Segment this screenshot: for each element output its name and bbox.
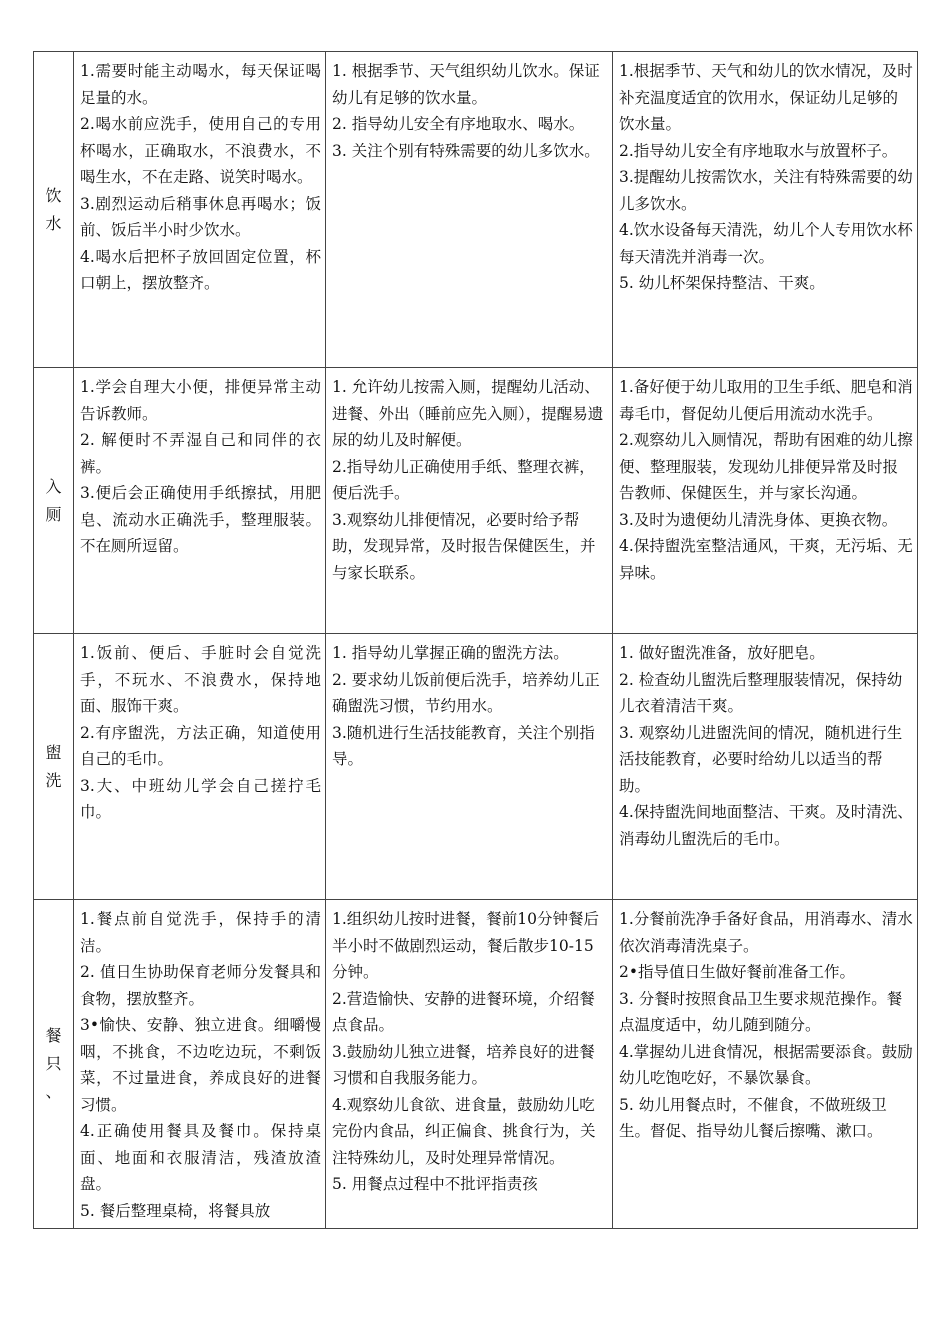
- category-char: 盥: [45, 742, 62, 762]
- list-item: 3. 观察幼儿进盥洗间的情况，随机进行生活技能教育，必要时给幼儿以适当的帮助。: [619, 723, 903, 795]
- category-char: 水: [45, 213, 62, 233]
- list-item: 1.饭前、便后、手脏时会自觉洗手，不玩水、不浪费水，保持地面、服饰干爽。: [80, 644, 321, 715]
- caregiver-duties-cell: [613, 368, 918, 634]
- list-item: 1.需要时能主动喝水，每天保证喝足量的水。: [80, 62, 321, 107]
- list-item: 2. 要求幼儿饭前便后洗手，培养幼儿正确盥洗习惯，节约用水。: [332, 670, 600, 715]
- list-item: 2•指导值日生做好餐前准备工作。: [619, 963, 856, 981]
- list-item: 1.根据季节、天气和幼儿的饮水情况，及时补充温度适宜的饮用水，保证幼儿足够的饮水量。: [619, 62, 913, 133]
- list-item: 5. 餐后整理桌椅，将餐具放: [80, 1201, 271, 1220]
- list-item: 3.鼓励幼儿独立进餐，培养良好的进餐习惯和自我服务能力。: [332, 1042, 595, 1087]
- list-item: 1. 指导幼儿掌握正确的盥洗方法。: [332, 644, 569, 662]
- list-item: 3. 关注个别有特殊需要的幼儿多饮水。: [332, 141, 600, 160]
- table-row-meals: [34, 900, 918, 1229]
- category-char: 、: [45, 1082, 62, 1101]
- child-goals-cell: [74, 52, 326, 368]
- list-item: 4.观察幼儿食欲、进食量，鼓励幼儿吃完份内食品，纠正偏食、挑食行为，关注特殊幼儿，及时处理异常情况。: [332, 1095, 596, 1167]
- list-item: 3.便后会正确使用手纸擦拭，用肥皂、流动水正确洗手，整理服装。不在厕所逗留。: [80, 484, 321, 555]
- list-item: 2.指导幼儿安全有序地取水与放置杯子。: [619, 141, 898, 160]
- category-char: 厕: [45, 504, 62, 524]
- child-goals-cell: [74, 634, 326, 900]
- list-item: 1.备好便于幼儿取用的卫生手纸、肥皂和消毒毛巾，督促幼儿便后用流动水洗手。: [619, 378, 913, 423]
- list-item: 4.掌握幼儿进食情况，根据需要添食。鼓励幼儿吃饱吃好，不暴饮暴食。: [619, 1042, 913, 1087]
- list-item: 4.保持盥洗室整洁通风，干爽，无污垢、无异味。: [619, 537, 913, 582]
- list-item: 1. 根据季节、天气组织幼儿饮水。保证幼儿有足够的饮水量。: [332, 62, 600, 107]
- category-char: 饮: [45, 185, 62, 205]
- list-item: 2. 指导幼儿安全有序地取水、喝水。: [332, 115, 585, 133]
- teacher-duties-cell: [326, 368, 613, 634]
- list-item: 3.观察幼儿排便情况，必要时给予帮助，发现异常，及时报告保健医生，并与家长联系。: [332, 510, 596, 582]
- list-item: 2.观察幼儿入厕情况，帮助有困难的幼儿擦便、整理服装，发现幼儿排便异常及时报告教师、保健医生，并与家长沟通。: [619, 431, 913, 502]
- list-item: 5. 用餐点过程中不批评指责孩: [332, 1175, 538, 1193]
- caregiver-duties-cell: [613, 52, 918, 368]
- list-item: 5. 幼儿杯架保持整洁、干爽。: [619, 274, 825, 292]
- list-item: 2.喝水前应洗手，使用自己的专用杯喝水，正确取水，不浪费水，不喝生水，不在走路、说笑时喝水。: [80, 115, 321, 186]
- category-char: 餐: [45, 1026, 62, 1045]
- list-item: 4.保持盥洗间地面整洁、干爽。及时清洗、消毒幼儿盥洗后的毛巾。: [619, 803, 913, 848]
- list-item: 4.喝水后把杯子放回固定位置，杯口朝上，摆放整齐。: [80, 247, 321, 292]
- caregiver-duties-cell: [613, 634, 918, 900]
- list-item: 5. 幼儿用餐点时，不催食，不做班级卫生。督促、指导幼儿餐后擦嘴、漱口。: [619, 1095, 887, 1140]
- list-item: 2.指导幼儿正确使用手纸、整理衣裤，便后洗手。: [332, 457, 595, 502]
- list-item: 3.提醒幼儿按需饮水，关注有特殊需要的幼儿多饮水。: [619, 168, 913, 213]
- list-item: 3.剧烈运动后稍事休息再喝水；饭前、饭后半小时少饮水。: [80, 194, 321, 239]
- category-char: 洗: [45, 770, 62, 790]
- caregiver-duties-cell: [613, 900, 918, 1229]
- category-cell: [34, 52, 74, 368]
- list-item: 3.大、中班幼儿学会自己搓拧毛巾。: [80, 776, 321, 821]
- list-item: 1.分餐前洗净手备好食品，用消毒水、清水依次消毒清洗桌子。: [619, 910, 913, 955]
- category-char: 入: [45, 476, 62, 496]
- list-item: 4.正确使用餐具及餐巾。保持桌面、地面和衣服清洁，残渣放渣盘。: [80, 1122, 321, 1193]
- table-row-washing: [34, 634, 918, 900]
- teacher-duties-cell: [326, 52, 613, 368]
- list-item: 2. 检查幼儿盥洗后整理服装情况，保持幼儿衣着清洁干爽。: [619, 670, 903, 715]
- list-item: 4.饮水设备每天清洗，幼儿个人专用饮水杯每天清洗并消毒一次。: [619, 221, 913, 266]
- list-item: 3•愉快、安静、独立进食。细嚼慢咽，不挑食，不边吃边玩，不剩饭菜，不过量进食，养成良好的进餐习惯。: [80, 1016, 321, 1114]
- child-goals-cell: [74, 368, 326, 634]
- list-item: 3.随机进行生活技能教育，关注个别指导。: [332, 723, 595, 768]
- list-item: 3. 分餐时按照食品卫生要求规范操作。餐点温度适中，幼儿随到随分。: [619, 989, 903, 1034]
- table-row-toileting: [34, 368, 918, 634]
- table-row-drinking: [34, 52, 918, 368]
- category-cell: [34, 634, 74, 900]
- list-item: 1.餐点前自觉洗手，保持手的清洁。: [80, 910, 321, 955]
- category-cell: [34, 368, 74, 634]
- list-item: 1.组织幼儿按时进餐，餐前10分钟餐后半小时不做剧烈运动，餐后散步10-15分钟。: [332, 910, 600, 981]
- category-cell: [34, 900, 74, 1229]
- child-goals-cell: [74, 900, 326, 1229]
- teacher-duties-cell: [326, 900, 613, 1229]
- list-item: 2. 解便时不弄湿自己和同伴的衣裤。: [80, 431, 321, 476]
- care-routine-table: [33, 51, 918, 1229]
- list-item: 2.有序盥洗，方法正确，知道使用自己的毛巾。: [80, 723, 321, 768]
- category-char: 只: [45, 1054, 62, 1073]
- list-item: 1. 做好盥洗准备，放好肥皂。: [619, 644, 825, 662]
- list-item: 2.营造愉快、安静的进餐环境，介绍餐点食品。: [332, 989, 595, 1034]
- teacher-duties-cell: [326, 634, 613, 900]
- list-item: 1.学会自理大小便，排便异常主动告诉教师。: [80, 378, 321, 423]
- list-item: 2. 值日生协助保育老师分发餐具和食物，摆放整齐。: [80, 963, 321, 1008]
- list-item: 1. 允许幼儿按需入厕，提醒幼儿活动、进餐、外出（睡前应先入厕），提醒易遗尿的幼儿及时解便。: [332, 378, 604, 449]
- list-item: 3.及时为遗便幼儿清洗身体、更换衣物。: [619, 510, 898, 529]
